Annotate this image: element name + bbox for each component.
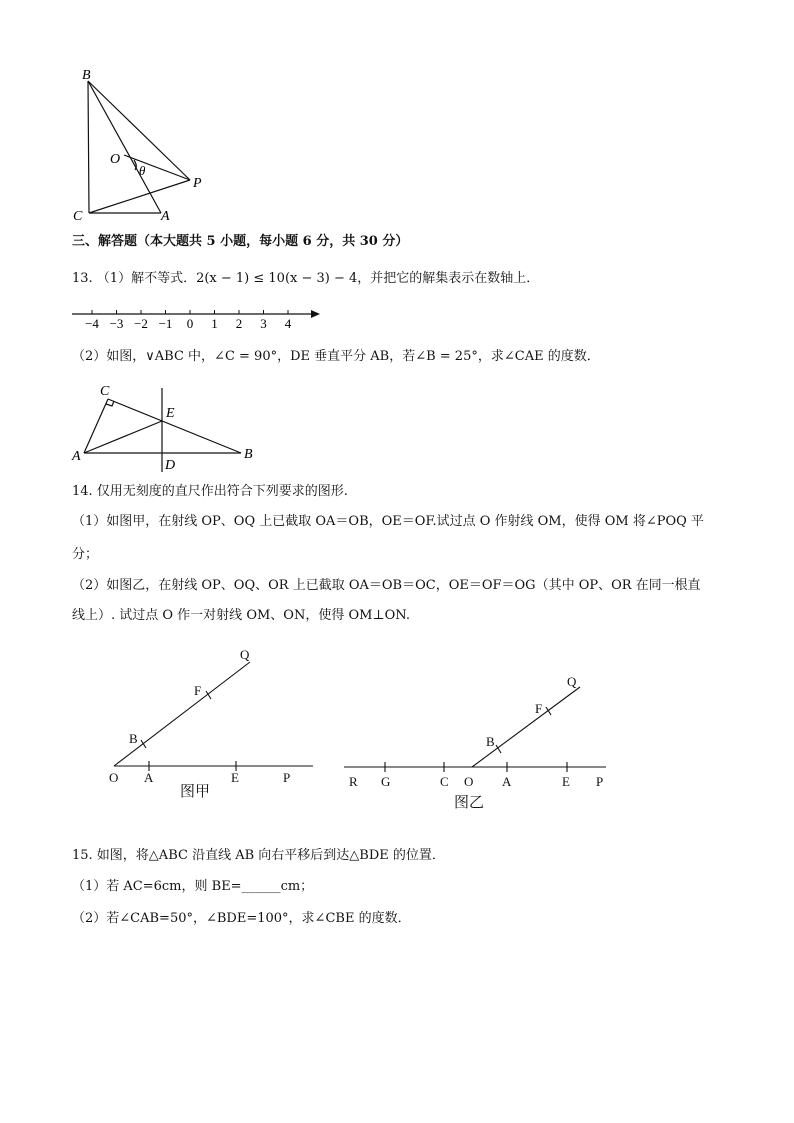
- q13-part2: （2）如图，∨ABC 中，∠C = 90°，DE 垂直平分 AB，若∠B = 25°，求∠CAE 的度数．: [72, 349, 600, 364]
- q14-part1-line1: （1）如图甲，在射线 OP、OQ 上已截取 OA＝OB，OE＝OF.试过点 O 作射线 OM，使得 OM 将∠POQ 平: [72, 514, 704, 529]
- numberline-tick-label: −1: [158, 316, 173, 331]
- label-a: A: [161, 209, 170, 224]
- label-e: E: [231, 770, 239, 785]
- label-b: B: [129, 731, 138, 746]
- label-q: Q: [567, 674, 577, 689]
- label-a: A: [72, 449, 81, 464]
- label-p: P: [283, 770, 291, 785]
- numberline-tick-label: 0: [186, 316, 194, 331]
- figure-triangle-bcp: [60, 60, 220, 230]
- label-g: G: [381, 774, 391, 789]
- numberline-tick-label: −4: [85, 316, 99, 331]
- q13-part1: 13. （1）解不等式．2(x − 1) ≤ 10(x − 3) − 4，并把它的解集表示在数轴上．: [72, 271, 540, 286]
- segment-bc: [88, 81, 89, 213]
- caption-yi: 图乙: [454, 795, 485, 811]
- label-f: F: [194, 683, 202, 698]
- label-p: P: [193, 176, 202, 191]
- numberline-tick-label: 4: [284, 316, 292, 331]
- figure-yi: [340, 668, 620, 818]
- label-o: O: [464, 774, 474, 789]
- q15-part2: （2）若∠CAB=50°，∠BDE=100°，求∠CBE 的度数．: [72, 911, 411, 926]
- numberline-tick-label: −2: [134, 316, 148, 331]
- label-o: O: [110, 152, 121, 167]
- arrow-head-icon: [311, 310, 320, 318]
- label-e: E: [562, 774, 570, 789]
- label-b: B: [82, 68, 91, 83]
- number-line: [68, 300, 328, 336]
- label-f: F: [535, 701, 543, 716]
- segment-op: [124, 155, 190, 180]
- label-b: B: [244, 447, 253, 462]
- tick-b: [141, 740, 146, 748]
- numberline-tick-label: 3: [260, 316, 267, 331]
- segment-cp: [89, 180, 190, 213]
- numberline-tick-label: 2: [235, 316, 243, 331]
- q15-intro: 15. 如图，将△ABC 沿直线 AB 向右平移后到达△BDE 的位置．: [72, 848, 445, 863]
- q14-part2-line2: 线上）. 试过点 O 作一对射线 OM、ON，使得 OM⊥ON.: [72, 608, 410, 623]
- label-theta: θ: [139, 163, 146, 178]
- numberline-tick-label: −3: [109, 316, 124, 331]
- figure-right-triangle-abc: [66, 380, 266, 475]
- label-a: A: [144, 770, 154, 785]
- label-p: P: [596, 774, 604, 789]
- label-b: B: [486, 734, 495, 749]
- ray-oq: [472, 687, 580, 767]
- label-c: C: [73, 209, 83, 224]
- q14-part2-line1: （2）如图乙，在射线 OP、OQ、OR 上已截取 OA＝OB＝OC，OE＝OF＝OG（其中 OP、OR 在同一根直: [72, 578, 701, 593]
- label-d: D: [165, 458, 176, 473]
- ray-oq: [114, 662, 250, 766]
- label-a: A: [502, 774, 512, 789]
- label-c: C: [100, 384, 110, 399]
- label-r: R: [349, 774, 358, 789]
- label-e: E: [166, 406, 175, 421]
- numberline-tick-label: 1: [211, 316, 218, 331]
- section-heading: 三、解答题（本大题共 5 小题，每小题 6 分，共 30 分）: [72, 234, 409, 249]
- label-q: Q: [240, 647, 250, 662]
- label-o: O: [109, 770, 119, 785]
- caption-jia: 图甲: [180, 784, 211, 800]
- q14-intro: 14. 仅用无刻度的直尺作出符合下列要求的图形.: [72, 484, 348, 499]
- figure-jia: [100, 640, 325, 805]
- q15-part1: （1）若 AC=6cm，则 BE=______cm；: [72, 879, 314, 894]
- q14-part1-line2: 分；: [72, 547, 99, 562]
- label-c: C: [440, 774, 449, 789]
